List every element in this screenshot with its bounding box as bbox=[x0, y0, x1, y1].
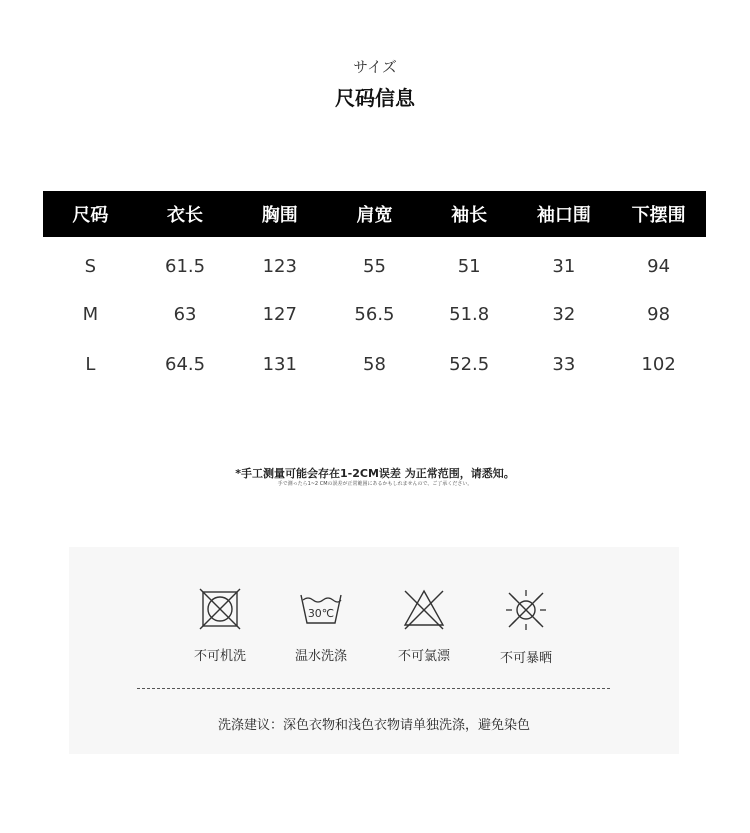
table-cell: M bbox=[82, 303, 99, 325]
column-header-sleeve: 袖长 bbox=[451, 205, 488, 226]
table-header-row bbox=[43, 191, 706, 237]
care-instructions-panel bbox=[69, 547, 679, 754]
size-table bbox=[43, 191, 706, 395]
table-cell: 131 bbox=[262, 353, 297, 375]
measurement-note: *手工测量可能会存在1-2CM误差 为正常范围，请悉知。 bbox=[235, 467, 515, 480]
no-bleach-icon bbox=[401, 587, 447, 631]
table-cell: 123 bbox=[262, 255, 297, 277]
table-cell: 55 bbox=[363, 255, 386, 277]
page-subtitle: サイズ bbox=[353, 58, 397, 76]
measurement-note-japanese: 手で測ったら1~2 CMの誤差が正常範囲にあるかもしれませんので、ご了承ください。 bbox=[277, 481, 473, 487]
table-cell: 51.8 bbox=[449, 303, 490, 325]
table-cell: 56.5 bbox=[354, 303, 395, 325]
column-header-size: 尺码 bbox=[72, 205, 109, 226]
washing-advice: 洗涤建议：深色衣物和浅色衣物请单独洗涤，避免染色 bbox=[217, 718, 530, 733]
care-item-no-sun-dry bbox=[471, 587, 581, 666]
table-row bbox=[43, 333, 706, 395]
table-cell: 58 bbox=[363, 353, 386, 375]
table-cell: S bbox=[84, 255, 97, 277]
table-cell: 61.5 bbox=[165, 255, 206, 277]
table-cell: 94 bbox=[647, 255, 671, 277]
page-title: 尺码信息 bbox=[335, 86, 415, 110]
care-label: 不可暴晒 bbox=[499, 651, 552, 666]
care-label: 不可机洗 bbox=[193, 649, 246, 664]
column-header-cuff: 袖口围 bbox=[536, 205, 591, 226]
no-machine-wash-icon bbox=[198, 587, 242, 631]
temperature-text: 30℃ bbox=[307, 607, 335, 620]
table-cell: 32 bbox=[552, 303, 576, 325]
column-header-length: 衣长 bbox=[167, 205, 204, 226]
table-row bbox=[43, 237, 706, 295]
table-cell: 33 bbox=[552, 353, 576, 375]
column-header-hem: 下摆围 bbox=[631, 205, 686, 226]
table-cell: 98 bbox=[647, 303, 671, 325]
care-item-warm-water-wash bbox=[266, 587, 376, 664]
care-label: 温水洗涤 bbox=[294, 649, 347, 664]
care-label: 不可氯漂 bbox=[397, 649, 450, 664]
table-cell: L bbox=[85, 353, 96, 375]
table-cell: 52.5 bbox=[449, 353, 490, 375]
care-item-no-bleach bbox=[369, 587, 479, 664]
warm-water-wash-icon bbox=[297, 587, 345, 631]
table-cell: 51 bbox=[457, 255, 481, 277]
table-cell: 64.5 bbox=[165, 353, 206, 375]
table-cell: 127 bbox=[262, 303, 297, 325]
care-item-no-machine-wash bbox=[165, 587, 275, 664]
dashed-divider bbox=[137, 688, 610, 689]
table-cell: 102 bbox=[641, 353, 676, 375]
table-cell: 31 bbox=[552, 255, 576, 277]
column-header-shoulder: 肩宽 bbox=[356, 205, 393, 226]
table-cell: 63 bbox=[173, 303, 197, 325]
no-sun-dry-icon bbox=[503, 587, 549, 633]
table-row bbox=[43, 295, 706, 333]
column-header-bust: 胸围 bbox=[261, 205, 298, 226]
